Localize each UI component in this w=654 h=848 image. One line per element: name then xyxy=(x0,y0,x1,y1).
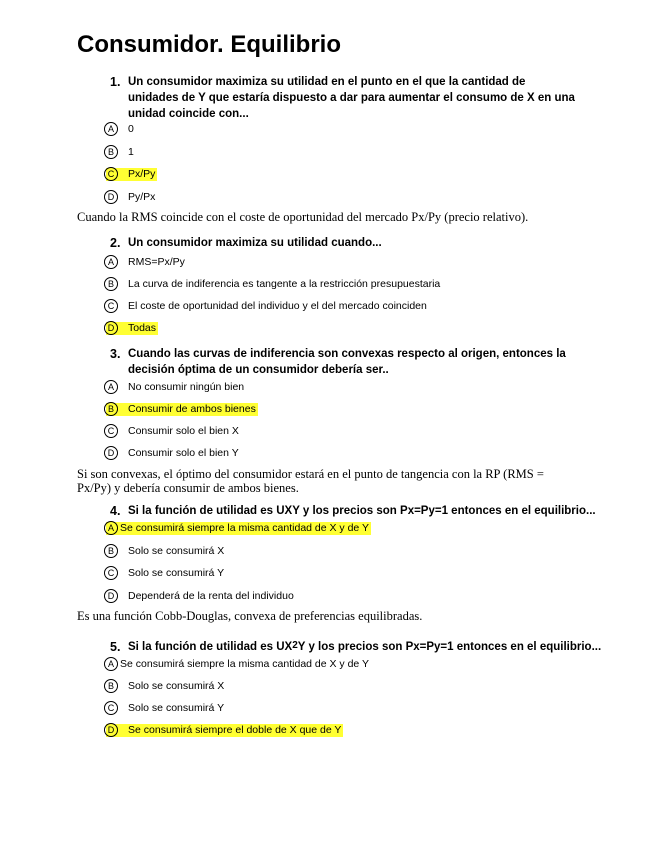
option-letter-circle: A xyxy=(104,657,118,671)
option-text: Todas xyxy=(128,322,157,334)
option-text: La curva de indiferencia es tangente a la restricción presupuestaria xyxy=(128,278,441,290)
question-text: Cuando las curvas de indiferencia son convexas respecto al origen, entonces la decisión óptima de un consumidor debería ser.. xyxy=(128,348,566,376)
option-letter-circle: C xyxy=(104,167,118,181)
option-text: Se consumirá siempre la misma cantidad de X y de Y xyxy=(120,658,370,670)
explanation-1: Cuando la RMS coincide con el coste de oportunidad del mercado Px/Py (precio relativo). xyxy=(77,210,529,224)
option-letter-circle: A xyxy=(104,380,118,394)
question-number: 5. xyxy=(110,640,121,654)
option-letter-circle: A xyxy=(104,521,118,535)
option-letter-circle: A xyxy=(104,255,118,269)
question-text-part: Y y los precios son Px=Py=1 entonces en el equilibrio... xyxy=(297,641,602,653)
option-text: Se consumirá siempre el doble de X que de Y xyxy=(128,724,342,736)
option-letter-circle: D xyxy=(104,723,118,737)
option-text: 0 xyxy=(128,123,134,135)
option-letter-circle: D xyxy=(104,190,118,204)
option-text: Dependerá de la renta del individuo xyxy=(128,590,294,602)
explanation-3: Si son convexas, el óptimo del consumidor estará en el punto de tangencia con la RP (RMS = Px/Py) y debería consumir de ambos bienes. xyxy=(77,467,544,495)
question-number: 1. xyxy=(110,75,121,89)
option-text: Se consumirá siempre la misma cantidad de X y de Y xyxy=(120,522,370,534)
question-number: 3. xyxy=(110,347,121,361)
question-text-part: Si la función de utilidad es UX xyxy=(128,641,293,653)
option-letter-circle: A xyxy=(104,122,118,136)
question-text xyxy=(128,639,602,655)
question-number: 2. xyxy=(110,236,121,250)
question-text: Si la función de utilidad es UXY y los precios son Px=Py=1 entonces en el equilibrio... xyxy=(128,505,596,517)
page-title: Consumidor. Equilibrio xyxy=(77,31,341,58)
option-text: Solo se consumirá Y xyxy=(128,567,225,579)
option-text: Consumir de ambos bienes xyxy=(128,403,256,415)
option-letter-circle: D xyxy=(104,446,118,460)
question-text: Un consumidor maximiza su utilidad cuando... xyxy=(128,237,382,249)
option-letter-circle: C xyxy=(104,566,118,580)
option-letter-circle: B xyxy=(104,402,118,416)
option-letter-circle: B xyxy=(104,145,118,159)
option-text: No consumir ningún bien xyxy=(128,381,245,393)
option-text: 1 xyxy=(128,146,134,158)
option-letter-circle: B xyxy=(104,277,118,291)
option-text: Consumir solo el bien Y xyxy=(128,447,239,459)
option-text: Py/Px xyxy=(128,191,156,203)
option-letter-circle: B xyxy=(104,679,118,693)
option-text: Solo se consumirá X xyxy=(128,545,225,557)
option-text: Px/Py xyxy=(128,168,156,180)
explanation-4: Es una función Cobb-Douglas, convexa de preferencias equilibradas. xyxy=(77,609,423,623)
option-text: Solo se consumirá X xyxy=(128,680,225,692)
question-text: Un consumidor maximiza su utilidad en el punto en el que la cantidad de unidades de Y que estaría dispuesto a dar para aumentar el consumo de X en una unidad coincide con... xyxy=(128,76,575,120)
option-text: Consumir solo el bien X xyxy=(128,425,239,437)
question-number: 4. xyxy=(110,504,121,518)
option-letter-circle: D xyxy=(104,589,118,603)
option-letter-circle: C xyxy=(104,701,118,715)
option-text: Solo se consumirá Y xyxy=(128,702,225,714)
option-text: RMS=Px/Py xyxy=(128,256,185,268)
option-letter-circle: C xyxy=(104,299,118,313)
option-letter-circle: B xyxy=(104,544,118,558)
superscript: 2 xyxy=(292,640,298,651)
option-letter-circle: C xyxy=(104,424,118,438)
option-text: El coste de oportunidad del individuo y el del mercado coinciden xyxy=(128,300,427,312)
option-letter-circle: D xyxy=(104,321,118,335)
